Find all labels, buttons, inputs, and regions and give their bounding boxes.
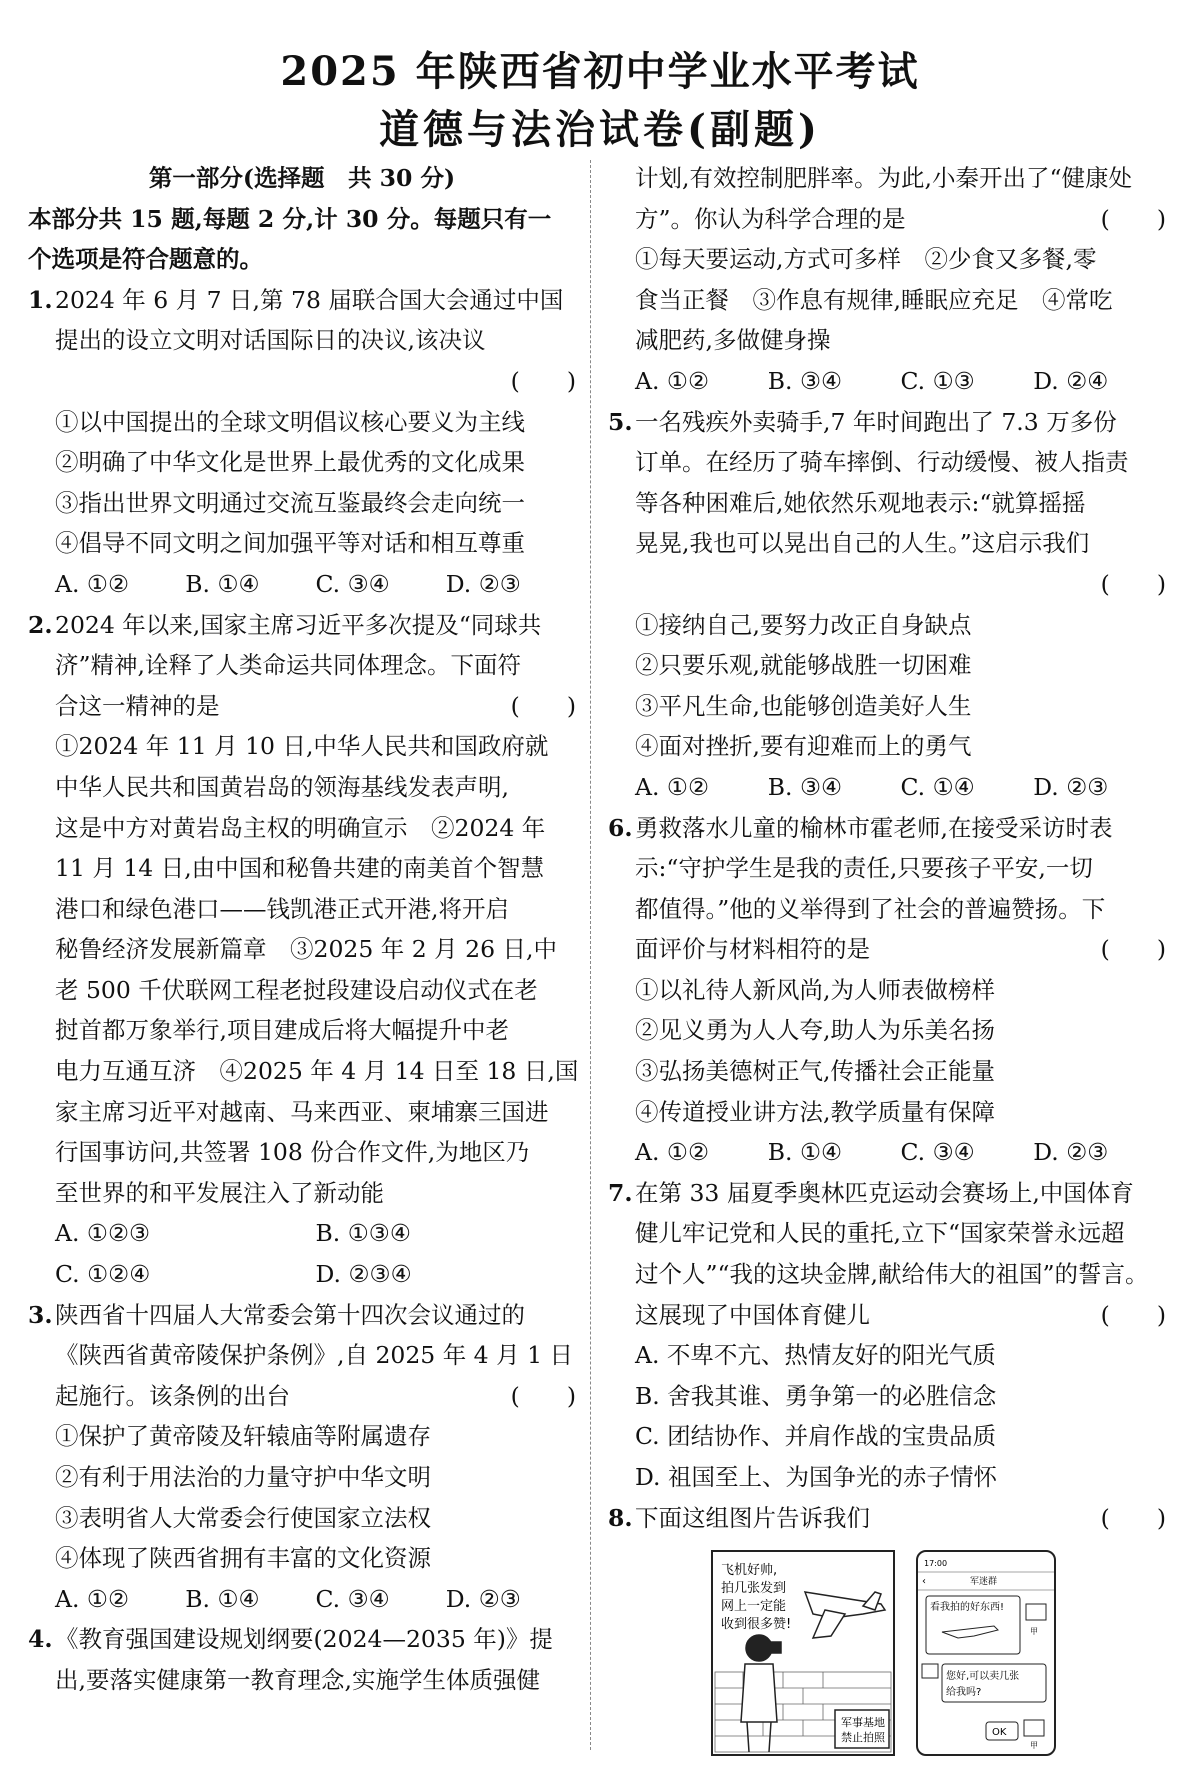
question-6 <box>608 808 1166 970</box>
speech-line: 飞机好帅, <box>721 1563 778 1579</box>
chat-illustration <box>918 1552 1054 1754</box>
question-number: 5. <box>608 407 633 436</box>
sign-text: 禁止拍照 <box>841 1731 885 1745</box>
question-stem-line: 2024 年 6 月 7 日,第 78 届联合国大会通过中国 <box>55 285 564 314</box>
question-number: 4. <box>28 1625 53 1654</box>
speech-line: 收到很多赞! <box>721 1617 792 1633</box>
material-line: 港口和绿色港口——钱凯港正式开港,将开启 <box>55 894 509 923</box>
question-stem-line <box>55 1376 576 1417</box>
jet-icon <box>805 1592 885 1638</box>
statement-3: ③弘扬美德树正气,传播社会正能量 <box>635 1057 995 1086</box>
statement-4: ④倡导不同文明之间加强平等对话和相互尊重 <box>55 529 525 558</box>
statement-1: ①接纳自己,要努力改正自身缺点 <box>635 610 972 639</box>
chat-title: 军迷群 <box>970 1577 998 1588</box>
question-stem-line: 勇救落水儿童的榆林市霍老师,在接受采访时表 <box>635 813 1113 842</box>
answer-bracket: ( ) <box>1100 204 1166 233</box>
statement-1: ①以礼待人新风尚,为人师表做榜样 <box>635 975 995 1004</box>
answer-options <box>28 564 576 605</box>
instructions-line-2: 个选项是符合题意的。 <box>28 245 263 274</box>
question-stem-line: 晃晃,我也可以晃出自己的人生。”这启示我们 <box>635 529 1090 558</box>
avatar <box>1024 1720 1044 1736</box>
question-8 <box>608 1498 1166 1539</box>
material-line: 中华人民共和国黄岩岛的领海基线发表声明, <box>55 772 509 801</box>
chat-message: 您好,可以卖几张 <box>946 1671 1020 1683</box>
question-stem-line <box>55 686 576 727</box>
material-line: 老 500 千伏联网工程老挝段建设启动仪式在老 <box>55 975 538 1004</box>
statement-4: ④面对挫折,要有迎难而上的勇气 <box>635 732 972 761</box>
answer-options <box>608 1132 1166 1173</box>
answer-options <box>608 767 1166 808</box>
stem-text: 合这一精神的是 <box>55 691 220 720</box>
question-stem-line: 等各种困难后,她依然乐观地表示:“就算摇摇 <box>635 488 1086 517</box>
material-line: 电力互通互济 ④2025 年 4 月 14 日至 18 日,国 <box>55 1057 579 1086</box>
avatar <box>922 1664 938 1678</box>
question-7 <box>608 1173 1166 1335</box>
question-number: 3. <box>28 1300 53 1329</box>
option-a: A. ①②③ <box>55 1219 151 1248</box>
question-number: 1. <box>28 285 53 314</box>
statement-2: ②有利于用法治的力量守护中华文明 <box>55 1463 431 1491</box>
stem-text: 面评价与材料相符的是 <box>635 935 870 964</box>
statement-3: ③平凡生命,也能够创造美好人生 <box>635 691 972 720</box>
question-number: 6. <box>608 813 633 842</box>
question-number: 2. <box>28 610 53 639</box>
stem-text: 下面这组图片告诉我们 <box>635 1503 870 1532</box>
option-b: B. 舍我其谁、勇争第一的必胜信念 <box>635 1381 997 1410</box>
option-c: C. 团结协作、并肩作战的宝贵品质 <box>635 1422 997 1451</box>
option-a: A. ①② <box>635 1138 710 1167</box>
option-c: C. ③④ <box>315 569 390 598</box>
stem-text: 起施行。该条例的出台 <box>55 1381 290 1410</box>
instructions-line-1: 本部分共 15 题,每题 2 分,计 30 分。每题只有一 <box>28 204 552 233</box>
answer-bracket: ( ) <box>1100 935 1166 964</box>
option-b: B. ①③④ <box>315 1219 411 1248</box>
option-d: D. ②③ <box>1033 1138 1109 1167</box>
no-photo-sign <box>835 1710 889 1748</box>
material-line: 行国事访问,共签署 108 份合作文件,为地区乃 <box>55 1138 530 1167</box>
question-number: 8. <box>608 1503 633 1532</box>
material-line: 家主席习近平对越南、马来西亚、柬埔寨三国进 <box>55 1097 549 1126</box>
question-stem-line: 在第 33 届夏季奥林匹克运动会赛场上,中国体育 <box>635 1178 1134 1207</box>
statement-2: ②明确了中华文化是世界上最优秀的文化成果 <box>55 448 525 477</box>
answer-bracket: ( ) <box>1100 1503 1166 1532</box>
question-stem-line: 一名残疾外卖骑手,7 年时间跑出了 7.3 万多份 <box>635 407 1117 436</box>
question-stem-line <box>635 1498 1166 1539</box>
option-b: B. ③④ <box>767 772 843 801</box>
statement-2: ②只要乐观,就能够战胜一切困难 <box>635 651 972 680</box>
option-b: B. ③④ <box>767 366 843 395</box>
statement-1: ①保护了黄帝陵及轩辕庙等附属遗存 <box>55 1422 431 1451</box>
statement-line: 食当正餐 ③作息有规律,睡眠应充足 ④常吃 <box>635 285 1113 314</box>
option-d: D. ②③ <box>1033 772 1109 801</box>
question-stem-line: 《陕西省黄帝陵保护条例》,自 2025 年 4 月 1 日 <box>55 1341 573 1370</box>
material-line: 11 月 14 日,由中国和秘鲁共建的南美首个智慧 <box>55 854 545 883</box>
right-column <box>608 158 1166 1764</box>
material-line: 挝首都万象举行,项目建成后将大幅提升中老 <box>55 1016 509 1045</box>
stem-text: 方”。你认为科学合理的是 <box>635 204 906 233</box>
option-c: C. ①③ <box>900 366 975 395</box>
photographer-illustration <box>713 1552 893 1754</box>
question-stem-line: 示:“守护学生是我的责任,只要孩子平安,一切 <box>635 854 1093 883</box>
option-d: D. ②④ <box>1033 366 1109 395</box>
question-number: 7. <box>608 1178 633 1207</box>
material-line: ①2024 年 11 月 10 日,中华人民共和国政府就 <box>55 732 549 761</box>
question-stem-line: 过个人”“我的这块金牌,献给伟大的祖国”的誓言。 <box>635 1260 1149 1289</box>
chat-reply: OK <box>992 1727 1007 1739</box>
option-c: C. ③④ <box>315 1584 390 1613</box>
answer-bracket: ( ) <box>510 1381 576 1410</box>
question-3 <box>28 1295 576 1417</box>
question-8-pictures <box>608 1544 1166 1764</box>
chat-message: 给我吗? <box>946 1687 982 1699</box>
option-b: B. ①④ <box>767 1138 843 1167</box>
question-stem-line: 提出的设立文明对话国际日的决议,该决议 <box>55 326 486 355</box>
question-stem-line <box>635 929 1166 970</box>
section-heading: 第一部分(选择题 共 30 分) <box>148 164 456 192</box>
stem-text: 这展现了中国体育健儿 <box>635 1300 870 1329</box>
question-stem-line <box>608 199 1166 240</box>
statement-line: 减肥药,多做健身操 <box>635 326 831 355</box>
answer-options <box>28 1254 576 1295</box>
question-stem-line: 出,要落实健康第一教育理念,实施学生体质强健 <box>55 1665 540 1694</box>
answer-options <box>28 1213 576 1254</box>
option-a: A. ①② <box>55 1584 130 1613</box>
question-stem-line: 订单。在经历了骑车摔倒、行动缓慢、被人指责 <box>635 448 1129 477</box>
option-c: C. ①②④ <box>55 1260 151 1289</box>
statement-4: ④传道授业讲方法,教学质量有保障 <box>635 1097 995 1126</box>
person-figure <box>741 1635 781 1752</box>
speech-line: 拍几张发到 <box>721 1581 787 1597</box>
back-icon: ‹ <box>922 1576 926 1588</box>
question-stem-line: 计划,有效控制肥胖率。为此,小秦开出了“健康处 <box>635 164 1132 192</box>
material-line: 至世界的和平发展注入了新动能 <box>55 1178 384 1207</box>
cartoon-photographer <box>711 1550 895 1756</box>
option-b: B. ①④ <box>185 569 260 598</box>
statement-2: ②见义勇为人人夸,助人为乐美名扬 <box>635 1016 995 1045</box>
answer-options <box>608 361 1166 402</box>
statement-3: ③指出世界文明通过交流互鉴最终会走向统一 <box>55 488 525 517</box>
option-c: C. ③④ <box>900 1138 975 1167</box>
option-a: A. ①② <box>55 569 130 598</box>
status-time: 17:00 <box>924 1559 948 1569</box>
sender-label: 甲 <box>1030 1741 1038 1751</box>
material-line: 秘鲁经济发展新篇章 ③2025 年 2 月 26 日,中 <box>55 935 557 964</box>
answer-bracket: ( ) <box>1100 1300 1166 1329</box>
question-stem-line: 《教育强国建设规划纲要(2024—2035 年)》提 <box>55 1625 553 1654</box>
column-divider <box>590 160 591 1750</box>
answer-bracket: ( ) <box>510 691 576 720</box>
question-5 <box>608 402 1166 605</box>
answer-options <box>28 1579 576 1620</box>
left-column <box>28 158 579 1701</box>
option-d: D. ②③ <box>445 569 521 598</box>
question-stem-line: 陕西省十四届人大常委会第十四次会议通过的 <box>55 1300 525 1329</box>
option-d: D. ②③ <box>445 1584 521 1613</box>
option-d: D. ②③④ <box>315 1260 412 1289</box>
statement-4: ④体现了陕西省拥有丰富的文化资源 <box>55 1544 431 1573</box>
question-4 <box>28 1619 576 1700</box>
question-stem-line: 2024 年以来,国家主席习近平多次提及“同球共 <box>55 610 542 639</box>
speech-line: 网上一定能 <box>721 1599 787 1615</box>
option-d: D. 祖国至上、为国争光的赤子情怀 <box>635 1463 997 1491</box>
statement-line: ①每天要运动,方式可多样 ②少食又多餐,零 <box>635 245 1097 274</box>
statement-3: ③表明省人大常委会行使国家立法权 <box>55 1503 431 1532</box>
exam-subtitle: 道德与法治试卷(副题) <box>379 106 821 153</box>
option-c: C. ①④ <box>900 772 975 801</box>
avatar <box>1026 1604 1046 1620</box>
exam-title: 2025 年陕西省初中学业水平考试 <box>280 48 920 95</box>
question-stem-line: 都值得。”他的义举得到了社会的普遍赞扬。下 <box>635 894 1106 923</box>
statement-1: ①以中国提出的全球文明倡议核心要义为主线 <box>55 407 525 436</box>
sign-text: 军事基地 <box>841 1716 885 1730</box>
option-a: A. 不卑不亢、热情友好的阳光气质 <box>635 1341 996 1370</box>
answer-bracket: ( ) <box>1100 569 1166 598</box>
option-b: B. ①④ <box>185 1584 260 1613</box>
question-stem-line: 济”精神,诠释了人类命运共同体理念。下面符 <box>55 651 521 680</box>
question-2 <box>28 605 576 727</box>
material-line: 这是中方对黄岩岛主权的明确宣示 ②2024 年 <box>55 813 546 842</box>
question-1 <box>28 280 576 402</box>
option-a: A. ①② <box>635 772 710 801</box>
sender-label: 甲 <box>1030 1627 1038 1637</box>
phone-chat-screen <box>916 1550 1056 1756</box>
option-a: A. ①② <box>635 366 710 395</box>
question-stem-line <box>635 1295 1166 1336</box>
answer-bracket: ( ) <box>510 366 576 395</box>
chat-message: 看我拍的好东西! <box>930 1602 1005 1614</box>
question-stem-line: 健儿牢记党和人民的重托,立下“国家荣誉永远超 <box>635 1219 1125 1248</box>
